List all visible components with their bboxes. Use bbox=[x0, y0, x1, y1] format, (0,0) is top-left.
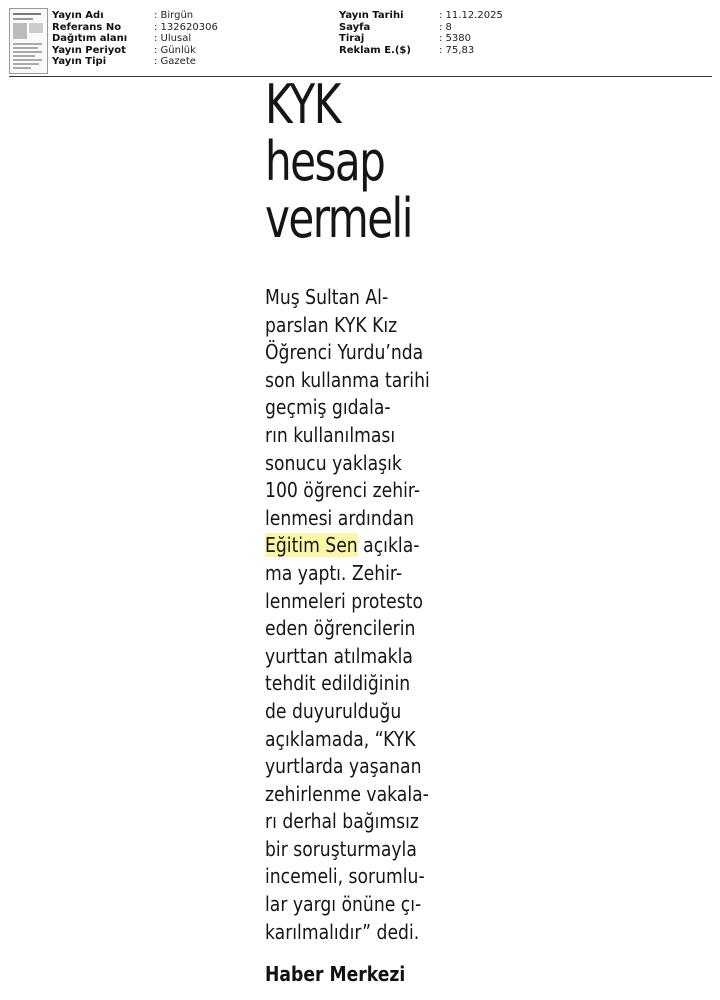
body-line: lenmesi ardından bbox=[265, 505, 415, 530]
body-line-tail: açıkla- bbox=[357, 533, 420, 558]
publication-meta-left bbox=[52, 10, 218, 68]
meta-value: : 132620306 bbox=[154, 21, 218, 33]
article-byline: Haber Merkezi bbox=[265, 962, 406, 986]
body-line: yurtlarda yaşanan bbox=[265, 754, 422, 779]
body-line: tehdit edildiğinin bbox=[265, 671, 411, 696]
headline-line: hesap bbox=[265, 130, 385, 193]
body-line: parslan KYK Kız bbox=[265, 312, 398, 337]
body-line: rın kullanılması bbox=[265, 422, 396, 447]
headline-line: vermeli bbox=[265, 187, 412, 250]
body-line: zehirlenme vakala- bbox=[265, 781, 429, 806]
body-line: ma yaptı. Zehir- bbox=[265, 560, 403, 585]
meta-label: Referans No bbox=[52, 21, 122, 33]
body-line: lar yargı önüne çı- bbox=[265, 892, 422, 917]
meta-value: : Ulusal bbox=[154, 33, 192, 44]
highlighted-keyword: Eğitim Sen bbox=[265, 533, 358, 558]
page-thumbnail bbox=[9, 8, 48, 74]
meta-value: : 75,83 bbox=[439, 44, 475, 56]
body-line-highlight bbox=[265, 532, 489, 560]
meta-row-page bbox=[339, 22, 503, 34]
meta-row-circulation bbox=[339, 33, 503, 45]
meta-value: : Birgün bbox=[154, 10, 194, 21]
body-line: Öğrenci Yurdu’nda bbox=[265, 340, 424, 365]
meta-row-period bbox=[52, 45, 218, 57]
meta-row-date bbox=[339, 10, 503, 22]
body-line: 100 öğrenci zehir- bbox=[265, 478, 421, 503]
meta-value: : 8 bbox=[439, 21, 452, 33]
body-line: incemeli, sorumlu- bbox=[265, 864, 425, 889]
meta-label: Tiraj bbox=[339, 33, 365, 44]
body-line: yurttan atılmakla bbox=[265, 643, 413, 668]
headline-line: KYK bbox=[265, 73, 340, 136]
meta-row-distribution bbox=[52, 33, 218, 45]
article-headline bbox=[265, 73, 412, 250]
meta-value: : 5380 bbox=[439, 33, 471, 44]
meta-label: Yayın Tarihi bbox=[339, 10, 404, 21]
body-line: karılmalıdır” dedi. bbox=[265, 919, 420, 944]
meta-label: Reklam E.($) bbox=[339, 44, 411, 56]
publication-meta-right bbox=[339, 10, 503, 56]
meta-row-ad-equivalent bbox=[339, 45, 503, 57]
meta-label: Dağıtım alanı bbox=[52, 33, 128, 44]
body-line: sonucu yaklaşık bbox=[265, 450, 402, 475]
body-line: bir soruşturmayla bbox=[265, 836, 417, 861]
body-line: eden öğrencilerin bbox=[265, 616, 416, 641]
meta-value: : 11.12.2025 bbox=[439, 10, 503, 21]
meta-label: Yayın Tipi bbox=[52, 56, 107, 67]
meta-value: : Gazete bbox=[154, 56, 196, 67]
meta-row-type bbox=[52, 56, 218, 68]
body-line: rı derhal bağımsız bbox=[265, 809, 419, 834]
body-line: de duyurulduğu bbox=[265, 698, 402, 723]
meta-label: Yayın Adı bbox=[52, 10, 104, 21]
body-line: geçmiş gıdala- bbox=[265, 395, 391, 420]
meta-label: Yayın Periyot bbox=[52, 44, 126, 56]
body-line: son kullanma tarihi bbox=[265, 367, 430, 392]
body-line: lenmeleri protesto bbox=[265, 588, 423, 613]
meta-row-publication-name bbox=[52, 10, 218, 22]
meta-label: Sayfa bbox=[339, 21, 371, 33]
meta-value: : Günlük bbox=[154, 44, 196, 56]
meta-row-reference-no bbox=[52, 22, 218, 34]
body-line: Muş Sultan Al- bbox=[265, 285, 389, 309]
article-body bbox=[265, 284, 525, 946]
body-line: açıklamada, “KYK bbox=[265, 726, 416, 751]
clipping-header bbox=[0, 0, 720, 78]
